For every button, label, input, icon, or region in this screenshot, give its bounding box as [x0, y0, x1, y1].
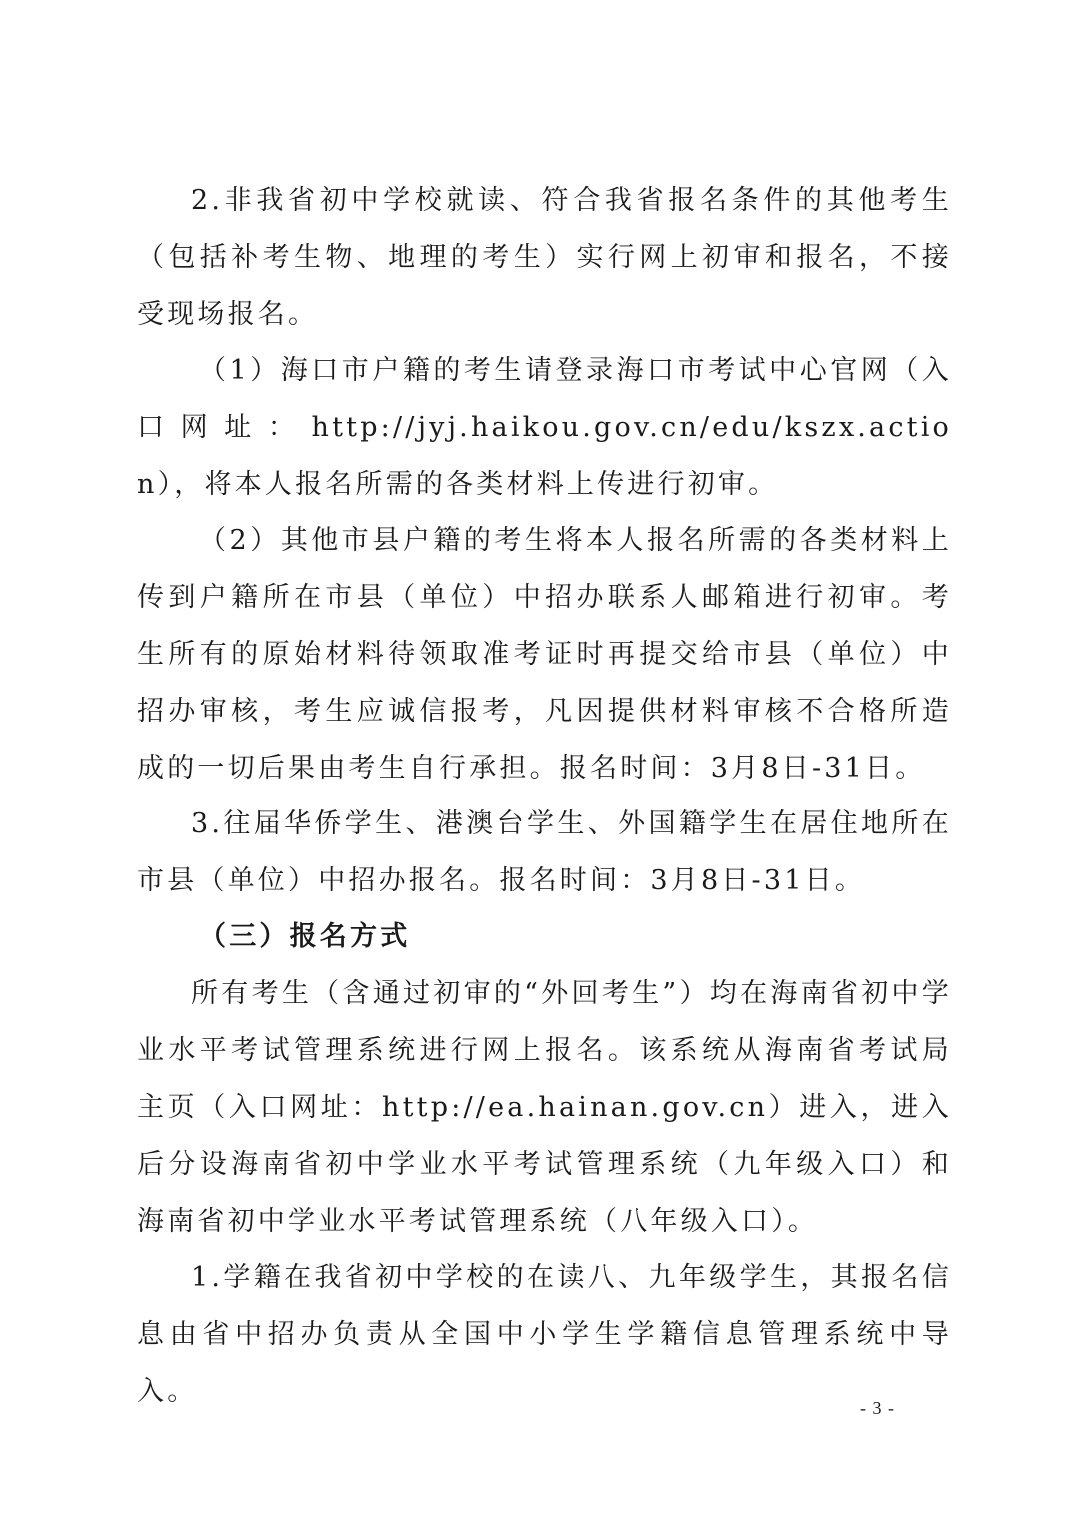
- paragraph-overseas-students: 3.往届华侨学生、港澳台学生、外国籍学生在居住地所在市县（单位）中招办报名。报名时间：3月8日-31日。: [137, 808, 952, 896]
- paragraph-enrolled-students: 1.学籍在我省初中学校的在读八、九年级学生，其报名信息由省中招办负责从全国中小学生学籍信息管理系统中导入。: [137, 1262, 952, 1407]
- section-heading-registration-method: （三）报名方式: [199, 921, 411, 952]
- paragraph-online-registration: 所有考生（含通过初审的“外回考生”）均在海南省初中学业水平考试管理系统进行网上报名。该系统从海南省考试局主页（入口网址：http://ea.hainan.gov.cn）进入，进入后分设海南省初中学业水平考试管理系统（九年级入口）和海南省初中学业水平考试管理系统（八年级入口）。: [137, 978, 952, 1237]
- paragraph-haikou-students: （1）海口市户籍的考生请登录海口市考试中心官网（入口网址：http://jyj.haikou.gov.cn/edu/kszx.action），将本人报名所需的各类材料上传进行初审。: [137, 355, 952, 500]
- paragraph-other-students: 2.非我省初中学校就读、符合我省报名条件的其他考生（包括补考生物、地理的考生）实行网上初审和报名，不接受现场报名。: [137, 185, 952, 330]
- page-number: - 3 -: [860, 1398, 895, 1418]
- paragraph-other-county-students: （2）其他市县户籍的考生将本人报名所需的各类材料上传到户籍所在市县（单位）中招办联系人邮箱进行初审。考生所有的原始材料待领取准考证时再提交给市县（单位）中招办审核，考生应诚信报考，凡因提供材料审核不合格所造成的一切后果由考生自行承担。报名时间：3月8日-31日。: [137, 525, 952, 784]
